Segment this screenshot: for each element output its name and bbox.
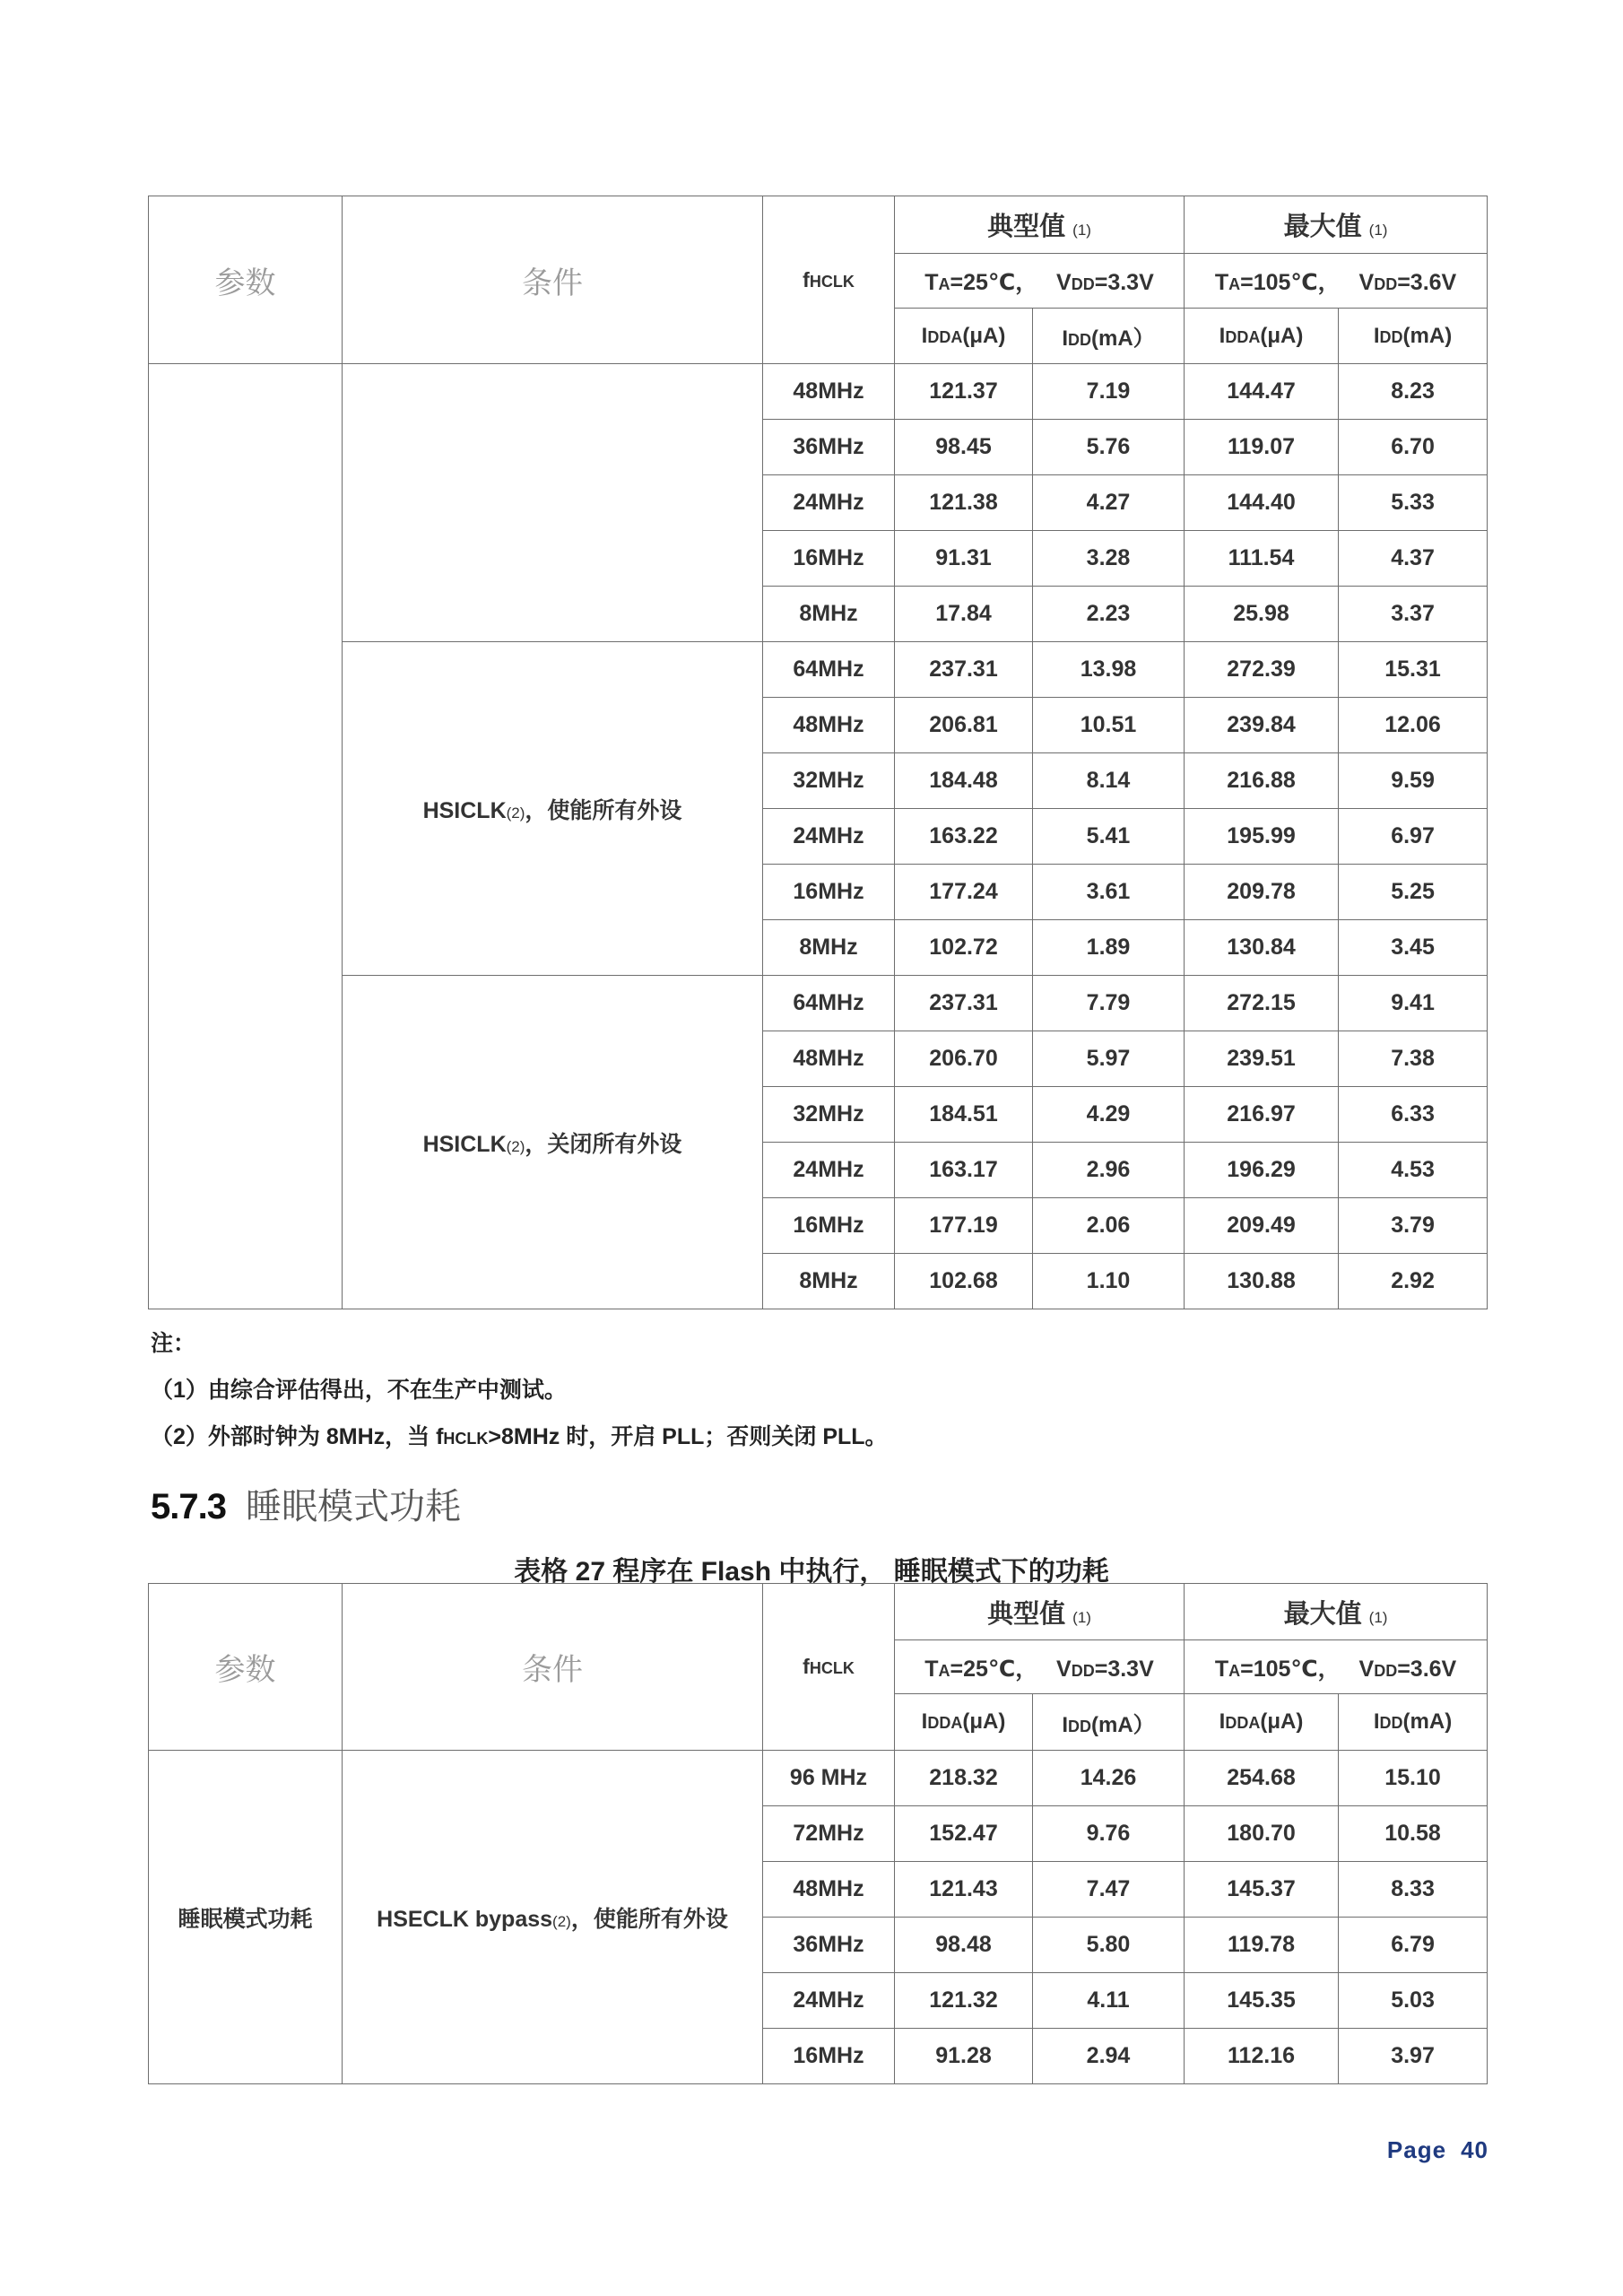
typ-idd-cell: 1.89: [1033, 920, 1185, 976]
table-sleep-mode: [148, 1583, 1488, 2084]
max-idd-cell: 3.97: [1339, 2029, 1488, 2084]
max-idda-cell: 216.97: [1185, 1087, 1339, 1143]
freq-cell: 16MHz: [763, 2029, 895, 2084]
typ-idda-cell: 121.37: [895, 364, 1033, 420]
condition-cell: HSICLK(2)，使能所有外设: [343, 642, 763, 976]
typ-idd-cell: 5.80: [1033, 1918, 1185, 1973]
freq-cell: 72MHz: [763, 1806, 895, 1862]
typ-idd-cell: 3.61: [1033, 865, 1185, 920]
typ-idda-cell: 206.70: [895, 1031, 1033, 1087]
condition-header: 条件: [343, 196, 763, 364]
typical-condition: TA=25℃， VDD=3.3V: [895, 1640, 1185, 1694]
param-header: 参数: [149, 1584, 343, 1751]
typ-idda-cell: 98.45: [895, 420, 1033, 475]
typ-idda-cell: 91.31: [895, 531, 1033, 587]
typ-idda-cell: 102.68: [895, 1254, 1033, 1309]
freq-cell: 48MHz: [763, 1031, 895, 1087]
condition-cell: HSICLK(2)，关闭所有外设: [343, 976, 763, 1309]
typ-idda-cell: 152.47: [895, 1806, 1033, 1862]
section-title: 睡眠模式功耗: [245, 1487, 461, 1526]
typ-idda-cell: 218.32: [895, 1751, 1033, 1806]
typ-idda-cell: 98.48: [895, 1918, 1033, 1973]
max-idda-header: IDDA(μA): [1185, 309, 1339, 364]
max-idda-cell: 145.37: [1185, 1862, 1339, 1918]
max-idd-cell: 7.38: [1339, 1031, 1488, 1087]
max-idd-cell: 3.45: [1339, 920, 1488, 976]
typ-idd-header: IDD(mA）: [1033, 309, 1185, 364]
max-header: 最大值 (1): [1185, 196, 1488, 254]
max-condition: TA=105℃， VDD=3.6V: [1185, 254, 1488, 309]
freq-cell: 48MHz: [763, 698, 895, 753]
max-idda-header: IDDA(μA): [1185, 1694, 1339, 1751]
typ-idda-cell: 184.51: [895, 1087, 1033, 1143]
max-idda-cell: 111.54: [1185, 531, 1339, 587]
typ-idda-cell: 17.84: [895, 587, 1033, 642]
typ-idd-cell: 5.97: [1033, 1031, 1185, 1087]
typ-idd-cell: 4.27: [1033, 475, 1185, 531]
freq-cell: 24MHz: [763, 475, 895, 531]
typ-idda-header: IDDA(μA): [895, 309, 1033, 364]
max-idda-cell: 112.16: [1185, 2029, 1339, 2084]
typ-idda-cell: 237.31: [895, 642, 1033, 698]
page-label: Page: [1386, 2136, 1447, 2163]
typ-idd-cell: 7.47: [1033, 1862, 1185, 1918]
max-idd-cell: 9.59: [1339, 753, 1488, 809]
freq-cell: 32MHz: [763, 753, 895, 809]
page-footer: [1387, 2136, 1488, 2164]
typ-idda-cell: 121.32: [895, 1973, 1033, 2029]
typ-idda-header: IDDA(μA): [895, 1694, 1033, 1751]
typ-idda-cell: 237.31: [895, 976, 1033, 1031]
freq-cell: 96 MHz: [763, 1751, 895, 1806]
max-idda-cell: 239.51: [1185, 1031, 1339, 1087]
max-idda-cell: 209.78: [1185, 865, 1339, 920]
typ-idd-cell: 1.10: [1033, 1254, 1185, 1309]
max-idda-cell: 144.47: [1185, 364, 1339, 420]
param-cell: 睡眠模式功耗: [149, 1751, 343, 2084]
max-idd-cell: 6.79: [1339, 1918, 1488, 1973]
max-idda-cell: 144.40: [1185, 475, 1339, 531]
condition-cell: [343, 364, 763, 642]
freq-cell: 64MHz: [763, 642, 895, 698]
max-idd-cell: 4.53: [1339, 1143, 1488, 1198]
typ-idda-cell: 177.24: [895, 865, 1033, 920]
freq-cell: 24MHz: [763, 1143, 895, 1198]
max-idd-cell: 12.06: [1339, 698, 1488, 753]
max-idda-cell: 145.35: [1185, 1973, 1339, 2029]
fhclk-header: fHCLK: [763, 196, 895, 364]
freq-cell: 36MHz: [763, 420, 895, 475]
typ-idd-cell: 7.79: [1033, 976, 1185, 1031]
max-condition: TA=105℃， VDD=3.6V: [1185, 1640, 1488, 1694]
typ-idd-header: IDD(mA）: [1033, 1694, 1185, 1751]
typ-idda-cell: 184.48: [895, 753, 1033, 809]
typ-idd-cell: 4.11: [1033, 1973, 1185, 2029]
max-idd-cell: 5.33: [1339, 475, 1488, 531]
typical-condition: TA=25℃， VDD=3.3V: [895, 254, 1185, 309]
max-idd-header: IDD(mA): [1339, 309, 1488, 364]
typ-idda-cell: 177.19: [895, 1198, 1033, 1254]
max-idda-cell: 130.84: [1185, 920, 1339, 976]
max-idd-cell: 4.37: [1339, 531, 1488, 587]
freq-cell: 48MHz: [763, 364, 895, 420]
max-idd-cell: 6.97: [1339, 809, 1488, 865]
section-number: 5.7.3: [151, 1487, 226, 1526]
note-2: （2）外部时钟为 8MHz，当 fHCLK>8MHz 时，开启 PLL；否则关闭 PLL。: [151, 1424, 888, 1449]
typ-idd-cell: 5.41: [1033, 809, 1185, 865]
table-caption: 表格 27 程序在 Flash 中执行， 睡眠模式下的功耗: [514, 1557, 1109, 1587]
max-header: 最大值 (1): [1185, 1584, 1488, 1640]
typ-idd-cell: 9.76: [1033, 1806, 1185, 1862]
page-number: 40: [1461, 2136, 1488, 2163]
typ-idd-cell: 10.51: [1033, 698, 1185, 753]
freq-cell: 24MHz: [763, 809, 895, 865]
max-idda-cell: 195.99: [1185, 809, 1339, 865]
freq-cell: 8MHz: [763, 1254, 895, 1309]
freq-cell: 16MHz: [763, 531, 895, 587]
freq-cell: 48MHz: [763, 1862, 895, 1918]
max-idda-cell: 272.39: [1185, 642, 1339, 698]
param-cell: [149, 364, 343, 1309]
max-idd-cell: 6.33: [1339, 1087, 1488, 1143]
freq-cell: 64MHz: [763, 976, 895, 1031]
section-heading: [151, 1478, 461, 1529]
condition-header: 条件: [343, 1584, 763, 1751]
max-idd-cell: 8.23: [1339, 364, 1488, 420]
typ-idda-cell: 121.38: [895, 475, 1033, 531]
max-idd-header: IDD(mA): [1339, 1694, 1488, 1751]
typical-header: 典型值 (1): [895, 1584, 1185, 1640]
condition-cell: HSECLK bypass(2)，使能所有外设: [343, 1751, 763, 2084]
max-idd-cell: 8.33: [1339, 1862, 1488, 1918]
typ-idda-cell: 163.17: [895, 1143, 1033, 1198]
typ-idda-cell: 121.43: [895, 1862, 1033, 1918]
typ-idd-cell: 5.76: [1033, 420, 1185, 475]
freq-cell: 32MHz: [763, 1087, 895, 1143]
max-idd-cell: 5.03: [1339, 1973, 1488, 2029]
typ-idda-cell: 206.81: [895, 698, 1033, 753]
typ-idd-cell: 2.96: [1033, 1143, 1185, 1198]
freq-cell: 8MHz: [763, 587, 895, 642]
freq-cell: 16MHz: [763, 1198, 895, 1254]
typ-idda-cell: 163.22: [895, 809, 1033, 865]
max-idda-cell: 119.07: [1185, 420, 1339, 475]
max-idd-cell: 3.37: [1339, 587, 1488, 642]
typ-idda-cell: 91.28: [895, 2029, 1033, 2084]
max-idda-cell: 254.68: [1185, 1751, 1339, 1806]
typical-header: 典型值 (1): [895, 196, 1185, 254]
typ-idd-cell: 14.26: [1033, 1751, 1185, 1806]
max-idd-cell: 6.70: [1339, 420, 1488, 475]
max-idda-cell: 180.70: [1185, 1806, 1339, 1862]
freq-cell: 16MHz: [763, 865, 895, 920]
max-idda-cell: 119.78: [1185, 1918, 1339, 1973]
max-idd-cell: 3.79: [1339, 1198, 1488, 1254]
typ-idd-cell: 2.06: [1033, 1198, 1185, 1254]
fhclk-header: fHCLK: [763, 1584, 895, 1751]
max-idda-cell: 196.29: [1185, 1143, 1339, 1198]
typ-idda-cell: 102.72: [895, 920, 1033, 976]
note-1: （1）由综合评估得出，不在生产中测试。: [151, 1378, 567, 1403]
param-header: 参数: [149, 196, 343, 364]
max-idd-cell: 15.31: [1339, 642, 1488, 698]
freq-cell: 36MHz: [763, 1918, 895, 1973]
typ-idd-cell: 13.98: [1033, 642, 1185, 698]
max-idd-cell: 2.92: [1339, 1254, 1488, 1309]
typ-idd-cell: 3.28: [1033, 531, 1185, 587]
typ-idd-cell: 8.14: [1033, 753, 1185, 809]
typ-idd-cell: 7.19: [1033, 364, 1185, 420]
max-idda-cell: 272.15: [1185, 976, 1339, 1031]
typ-idd-cell: 2.94: [1033, 2029, 1185, 2084]
max-idd-cell: 9.41: [1339, 976, 1488, 1031]
freq-cell: 8MHz: [763, 920, 895, 976]
typ-idd-cell: 4.29: [1033, 1087, 1185, 1143]
max-idd-cell: 5.25: [1339, 865, 1488, 920]
notes-title: 注：: [151, 1331, 196, 1356]
max-idda-cell: 216.88: [1185, 753, 1339, 809]
max-idda-cell: 239.84: [1185, 698, 1339, 753]
max-idda-cell: 130.88: [1185, 1254, 1339, 1309]
max-idda-cell: 209.49: [1185, 1198, 1339, 1254]
freq-cell: 24MHz: [763, 1973, 895, 2029]
max-idd-cell: 15.10: [1339, 1751, 1488, 1806]
table-run-mode-continued: [148, 196, 1488, 1309]
max-idd-cell: 10.58: [1339, 1806, 1488, 1862]
max-idda-cell: 25.98: [1185, 587, 1339, 642]
typ-idd-cell: 2.23: [1033, 587, 1185, 642]
